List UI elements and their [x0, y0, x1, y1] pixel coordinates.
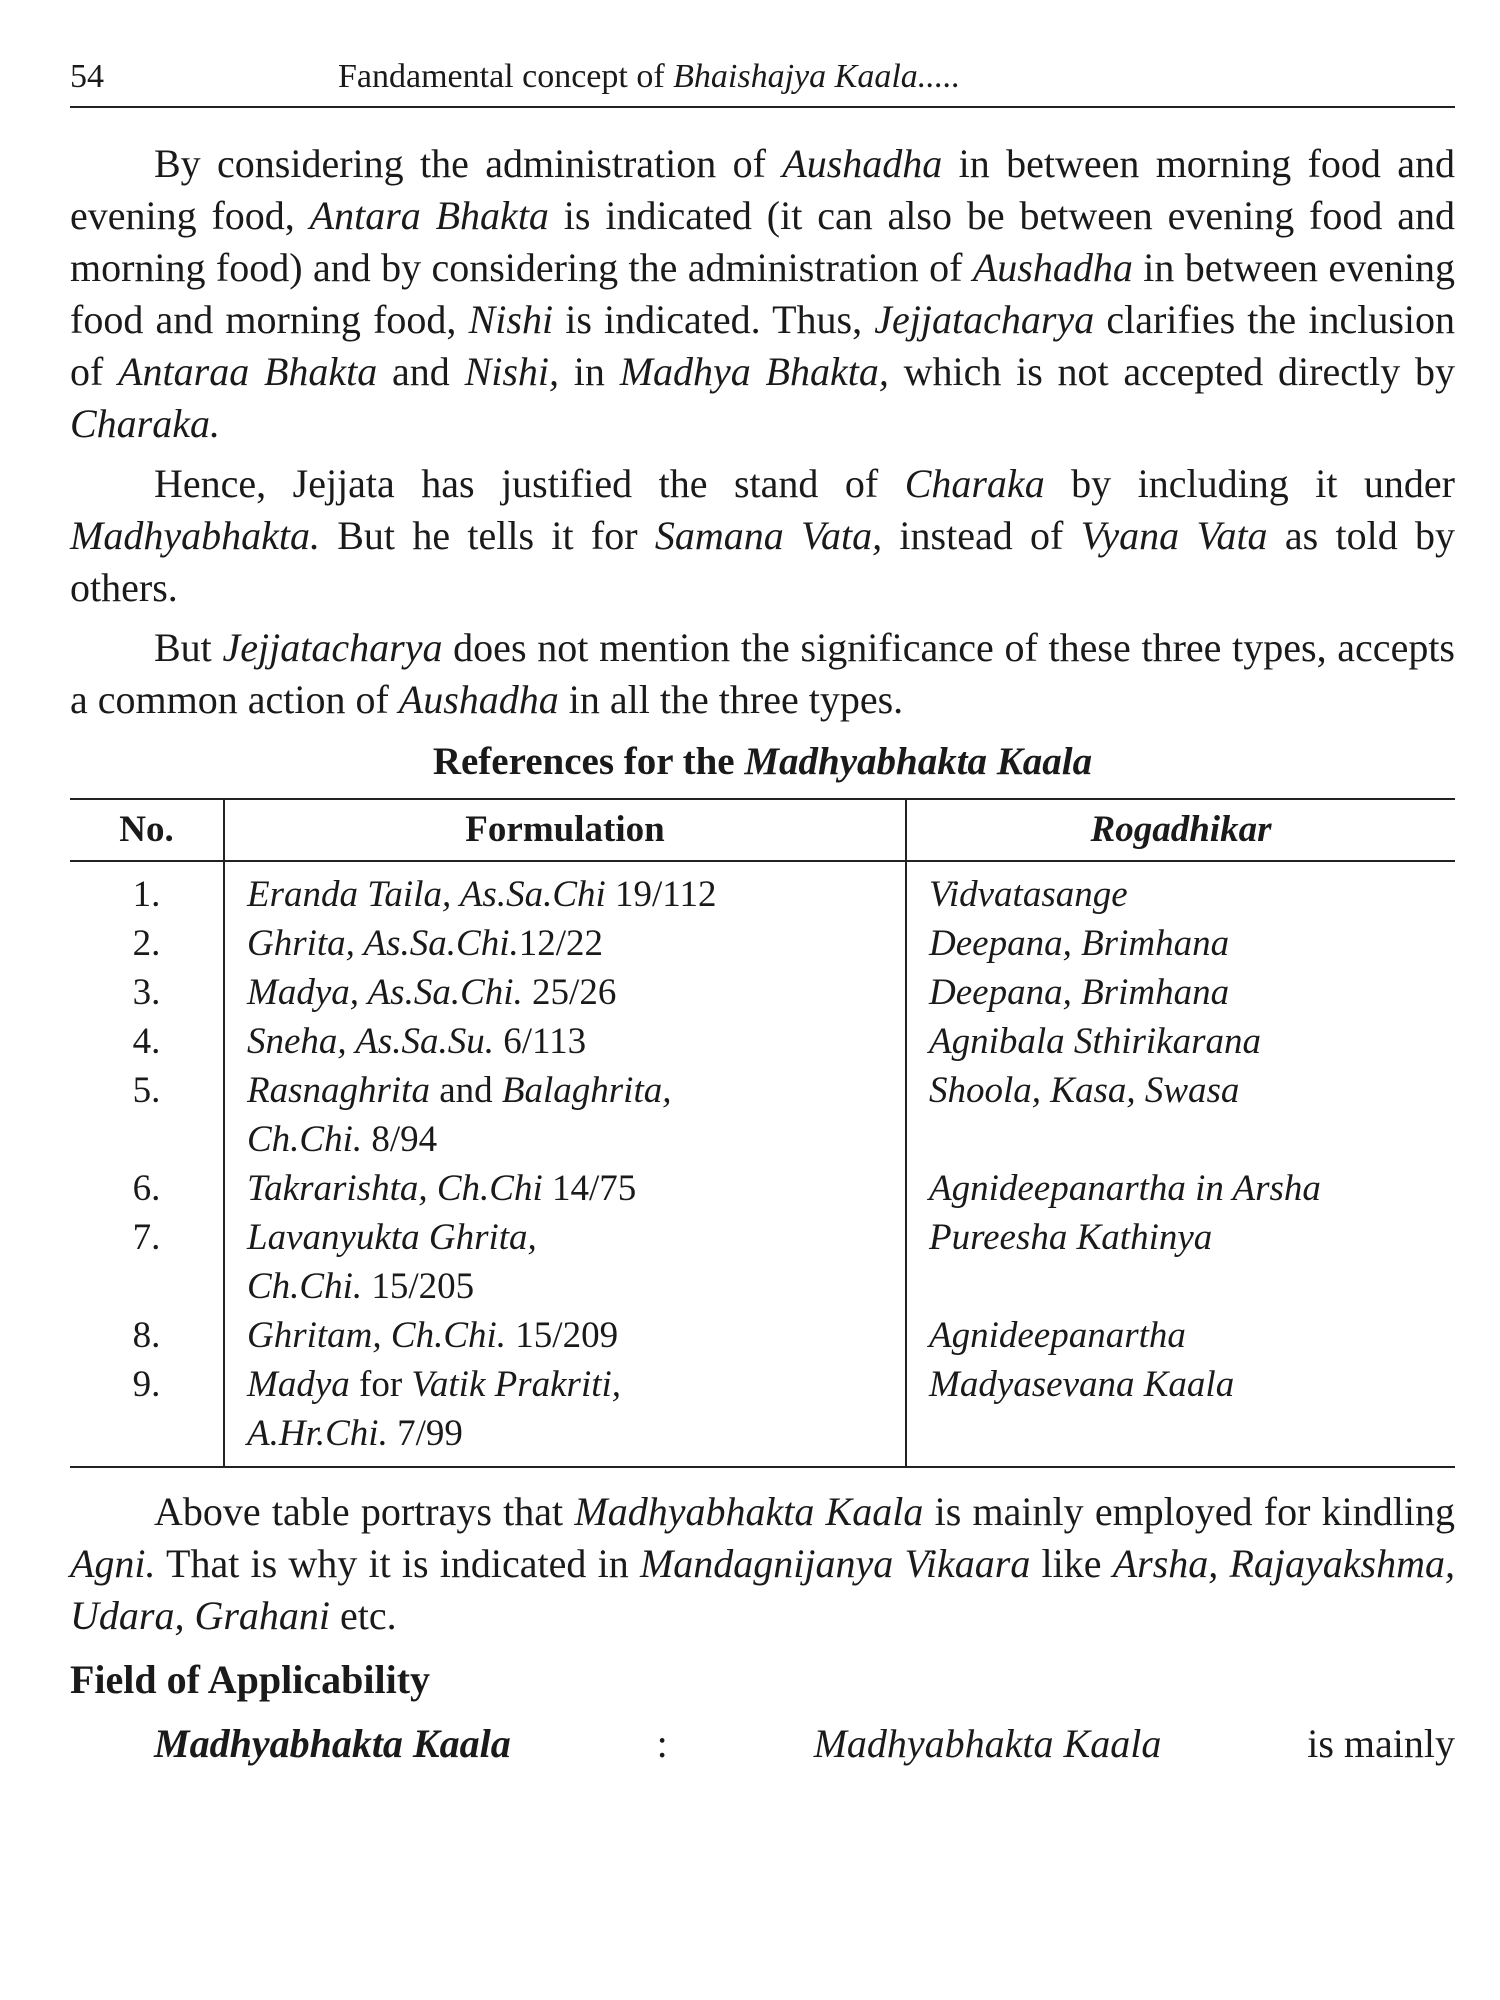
- text-run: But he tells it for: [319, 513, 655, 558]
- page-header: [70, 50, 1455, 108]
- text-run: is indicated. Thus,: [553, 297, 875, 342]
- cell-number: 2.: [70, 919, 224, 968]
- italic-term: Takrarishta, Ch.Chi: [247, 1168, 543, 1209]
- text-run: is indicated (it can also be between evening food and morning food) and by considering the administration of: [70, 193, 1455, 290]
- text-run: clarifies the inclusion of: [70, 297, 1455, 394]
- table-row: [70, 1017, 1455, 1066]
- italic-term: Aushadha: [782, 141, 943, 186]
- italic-term: Arsha, Rajayakshma, Udara, Grahani: [70, 1541, 1456, 1638]
- field-definition-line: [70, 1716, 1455, 1772]
- cell-formulation: [224, 1164, 906, 1213]
- text-run: 8/94: [362, 1119, 438, 1160]
- table-title-italic: Madhyabhakta Kaala: [744, 740, 1093, 783]
- cell-formulation: [224, 1360, 906, 1467]
- text-run: 14/75: [542, 1168, 637, 1209]
- italic-term: Madhyabhakta.: [70, 513, 320, 558]
- cell-rogadhikar: Deepana, Brimhana: [929, 923, 1230, 964]
- text-run: in between evening food and morning food,: [70, 245, 1455, 342]
- cell-formulation: [224, 1017, 906, 1066]
- italic-term: Ghritam, Ch.Chi.: [247, 1315, 507, 1356]
- field-continuation-italic: Madhyabhakta Kaala: [813, 1721, 1162, 1766]
- table-row: [70, 919, 1455, 968]
- italic-term: Aushadha: [398, 677, 559, 722]
- formulation-line: [247, 1164, 905, 1213]
- italic-term: Vyana Vata: [1080, 513, 1268, 558]
- field-colon: :: [656, 1721, 668, 1766]
- text-run: By considering the administration of: [154, 141, 783, 186]
- formulation-line: [247, 1066, 905, 1115]
- cell-rogadhikar: Shoola, Kasa, Swasa: [929, 1070, 1240, 1111]
- italic-term: Ch.Chi.: [247, 1119, 363, 1160]
- header-rogadhikar: Rogadhikar: [906, 799, 1455, 861]
- table-row: [70, 1164, 1455, 1213]
- formulation-line: [247, 1115, 905, 1164]
- cell-number: 7.: [70, 1213, 224, 1311]
- running-title: [338, 58, 960, 96]
- text-run: by including it under: [1044, 461, 1455, 506]
- cell-formulation: [224, 1311, 906, 1360]
- text-run: 15/209: [506, 1315, 619, 1356]
- text-run: 7/99: [387, 1413, 463, 1454]
- cell-number: 8.: [70, 1311, 224, 1360]
- text-run: like: [1030, 1541, 1113, 1586]
- page-number: 54: [70, 58, 104, 95]
- italic-term: Balaghrita,: [501, 1070, 672, 1111]
- text-run: for: [349, 1364, 412, 1405]
- formulation-line: [247, 1409, 905, 1458]
- cell-formulation: [224, 861, 906, 919]
- table-title: [70, 736, 1455, 788]
- italic-term: Antara Bhakta: [309, 193, 549, 238]
- cell-rogadhikar: Agnideepanartha: [929, 1315, 1186, 1356]
- italic-term: Aushadha: [972, 245, 1133, 290]
- cell-formulation: [224, 1066, 906, 1164]
- cell-number: 6.: [70, 1164, 224, 1213]
- text-run: and: [377, 349, 465, 394]
- italic-term: Ch.Chi.: [247, 1266, 363, 1307]
- cell-formulation: [224, 968, 906, 1017]
- table-row: [70, 1213, 1455, 1311]
- table-row: [70, 1360, 1455, 1467]
- table-row: [70, 861, 1455, 919]
- paragraph-1: [70, 138, 1455, 450]
- document-page: [70, 50, 1455, 1772]
- section-heading: Field of Applicability: [70, 1657, 431, 1702]
- text-run: in between morning food and evening food,: [70, 141, 1455, 238]
- italic-term: Madhya Bhakta,: [619, 349, 889, 394]
- summary-paragraph: [70, 1486, 1455, 1642]
- text-run: 12/22: [518, 923, 603, 964]
- field-term: Madhyabhakta Kaala: [154, 1721, 511, 1766]
- cell-formulation: [224, 919, 906, 968]
- text-run: 15/205: [362, 1266, 475, 1307]
- cell-rogadhikar: Vidvatasange: [929, 874, 1128, 915]
- text-run: as told by others.: [70, 513, 1455, 610]
- text-run: Hence, Jejjata has justified the stand of: [154, 461, 905, 506]
- formulation-line: [247, 1360, 905, 1409]
- table-body: [70, 861, 1455, 1467]
- text-run: and: [429, 1070, 502, 1111]
- italic-term: Antaraa Bhakta: [118, 349, 378, 394]
- text-run: 6/113: [494, 1021, 587, 1062]
- cell-rogadhikar: Madyasevana Kaala: [929, 1364, 1235, 1405]
- italic-term: Charaka.: [70, 401, 220, 446]
- cell-number: 5.: [70, 1066, 224, 1164]
- italic-term: Charaka: [904, 461, 1045, 506]
- cell-formulation: [224, 1213, 906, 1311]
- text-run: in all the three types.: [558, 677, 904, 722]
- italic-term: Nishi,: [464, 349, 560, 394]
- text-run: is mainly employed for kindling: [923, 1489, 1455, 1534]
- text-run: 25/26: [522, 972, 617, 1013]
- formulation-line: [247, 1311, 905, 1360]
- italic-term: Nishi: [468, 297, 554, 342]
- running-title-italic: Bhaishajya Kaala.....: [673, 58, 961, 95]
- italic-term: Jejjatacharya: [874, 297, 1095, 342]
- italic-term: Agni.: [70, 1541, 156, 1586]
- table-title-plain: References for the: [432, 740, 745, 783]
- italic-term: Rasnaghrita: [247, 1070, 430, 1111]
- text-run: does not mention the significance of these three types, accepts a common action of: [70, 625, 1455, 722]
- italic-term: Madhyabhakta Kaala: [574, 1489, 924, 1534]
- italic-term: Mandagnijanya Vikaara: [639, 1541, 1031, 1586]
- table-row: [70, 1066, 1455, 1164]
- italic-term: Madya: [247, 1364, 350, 1405]
- text-run: instead of: [882, 513, 1081, 558]
- italic-term: Jejjatacharya: [222, 625, 443, 670]
- cell-rogadhikar: Deepana, Brimhana: [929, 972, 1230, 1013]
- text-run: which is not accepted directly by: [888, 349, 1455, 394]
- italic-term: Sneha, As.Sa.Su.: [247, 1021, 495, 1062]
- cell-rogadhikar: Pureesha Kathinya: [929, 1217, 1213, 1258]
- italic-term: Ghrita, As.Sa.Chi.: [247, 923, 519, 964]
- cell-rogadhikar: Agnideepanartha in Arsha: [929, 1168, 1321, 1209]
- header-no: No.: [70, 799, 224, 861]
- italic-term: Madya, As.Sa.Chi.: [247, 972, 523, 1013]
- table-row: [70, 968, 1455, 1017]
- italic-term: Samana Vata,: [654, 513, 883, 558]
- italic-term: Vatik Prakriti,: [411, 1364, 622, 1405]
- formulation-line: [247, 1213, 905, 1262]
- header-formulation: Formulation: [224, 799, 906, 861]
- italic-term: Eranda Taila, As.Sa.Chi: [247, 874, 606, 915]
- paragraph-3: [70, 622, 1455, 726]
- cell-number: 1.: [70, 861, 224, 919]
- table-row: [70, 1311, 1455, 1360]
- text-run: 19/112: [605, 874, 717, 915]
- cell-number: 4.: [70, 1017, 224, 1066]
- text-run: in: [559, 349, 620, 394]
- table-header-row: [70, 799, 1455, 861]
- cell-number: 9.: [70, 1360, 224, 1467]
- text-run: etc.: [330, 1593, 397, 1638]
- references-table: [70, 798, 1455, 1468]
- text-run: That is why it is indicated in: [155, 1541, 640, 1586]
- italic-term: Lavanyukta Ghrita,: [247, 1217, 537, 1258]
- formulation-line: [247, 1017, 905, 1066]
- cell-number: 3.: [70, 968, 224, 1017]
- italic-term: A.Hr.Chi.: [247, 1413, 388, 1454]
- text-run: But: [154, 625, 223, 670]
- formulation-line: [247, 1262, 905, 1311]
- field-continuation-plain: is mainly: [1307, 1721, 1455, 1766]
- formulation-line: [247, 870, 905, 919]
- text-run: Above table portrays that: [154, 1489, 575, 1534]
- formulation-line: [247, 919, 905, 968]
- formulation-line: [247, 968, 905, 1017]
- paragraph-2: [70, 458, 1455, 614]
- cell-rogadhikar: Agnibala Sthirikarana: [929, 1021, 1261, 1062]
- running-title-plain: Fandamental concept of: [338, 58, 674, 95]
